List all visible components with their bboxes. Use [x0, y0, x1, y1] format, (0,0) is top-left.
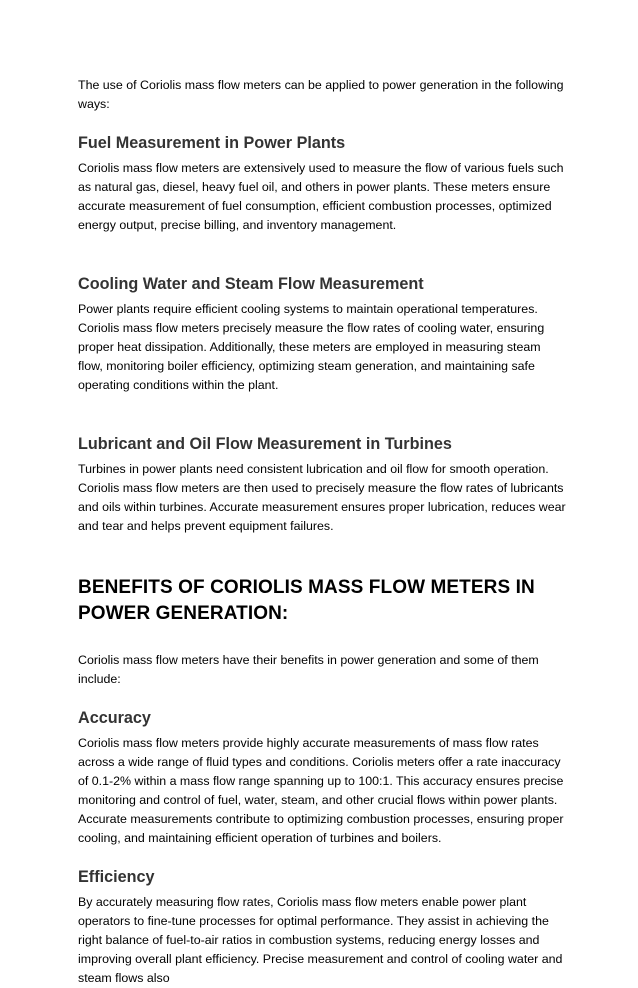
intro-paragraph: The use of Coriolis mass flow meters can be applied to power generation in the following ways: — [78, 78, 564, 111]
benefit-heading-efficiency: Efficiency — [78, 868, 155, 886]
benefits-intro: Coriolis mass flow meters have their benefits in power generation and some of them include: — [78, 653, 539, 686]
section-body-cooling-water: Power plants require efficient cooling systems to maintain operational temperatures. Coriolis mass flow meters precisely measure the flow rates of cooling water, ensuring proper heat dissipation. Additionally, these meters are employed in measuring steam flow, monitoring boiler efficiency, optimizing steam generation, and maintaining safe operating conditions within the plant. — [78, 302, 545, 392]
section-body-fuel-measurement: Coriolis mass flow meters are extensively used to measure the flow of various fuels such as natural gas, diesel, heavy fuel oil, and others in power plants. These meters ensure accurate measurement of fuel consumption, efficient combustion processes, optimized energy output, precise billing, and inventory management. — [78, 161, 564, 232]
section-heading-cooling-water: Cooling Water and Steam Flow Measurement — [78, 275, 424, 293]
section-body-lubricant-oil: Turbines in power plants need consistent lubrication and oil flow for smooth operation. Coriolis mass flow meters are then used to precisely measure the flow rates of lubricants and oils within turbines. Accurate measurement ensures proper lubrication, reduces wear and tear and helps prevent equipment failures. — [78, 462, 566, 533]
document-content — [78, 76, 568, 988]
benefit-heading-accuracy: Accuracy — [78, 709, 151, 727]
benefits-heading: BENEFITS OF CORIOLIS MASS FLOW METERS IN POWER GENERATION: — [78, 577, 535, 624]
benefit-body-accuracy: Coriolis mass flow meters provide highly accurate measurements of mass flow rates across a wide range of fluid types and conditions. Coriolis meters offer a rate inaccuracy of 0.1-2% within a mass flow range spanning up to 100:1. This accuracy ensures precise monitoring and control of fuel, water, steam, and other crucial flows within power plants. Accurate measurements contribute to optimizing combustion processes, ensuring proper cooling, and maintaining efficient operation of turbines and boilers. — [78, 736, 564, 845]
benefit-body-efficiency: By accurately measuring flow rates, Coriolis mass flow meters enable power plant operators to fine-tune processes for optimal performance. They assist in achieving the right balance of fuel-to-air ratios in combustion systems, reducing energy losses and improving overall plant efficiency. Precise measurement and control of cooling water and steam flows also — [78, 895, 563, 985]
section-heading-lubricant-oil: Lubricant and Oil Flow Measurement in Turbines — [78, 435, 452, 453]
section-heading-fuel-measurement: Fuel Measurement in Power Plants — [78, 134, 346, 152]
